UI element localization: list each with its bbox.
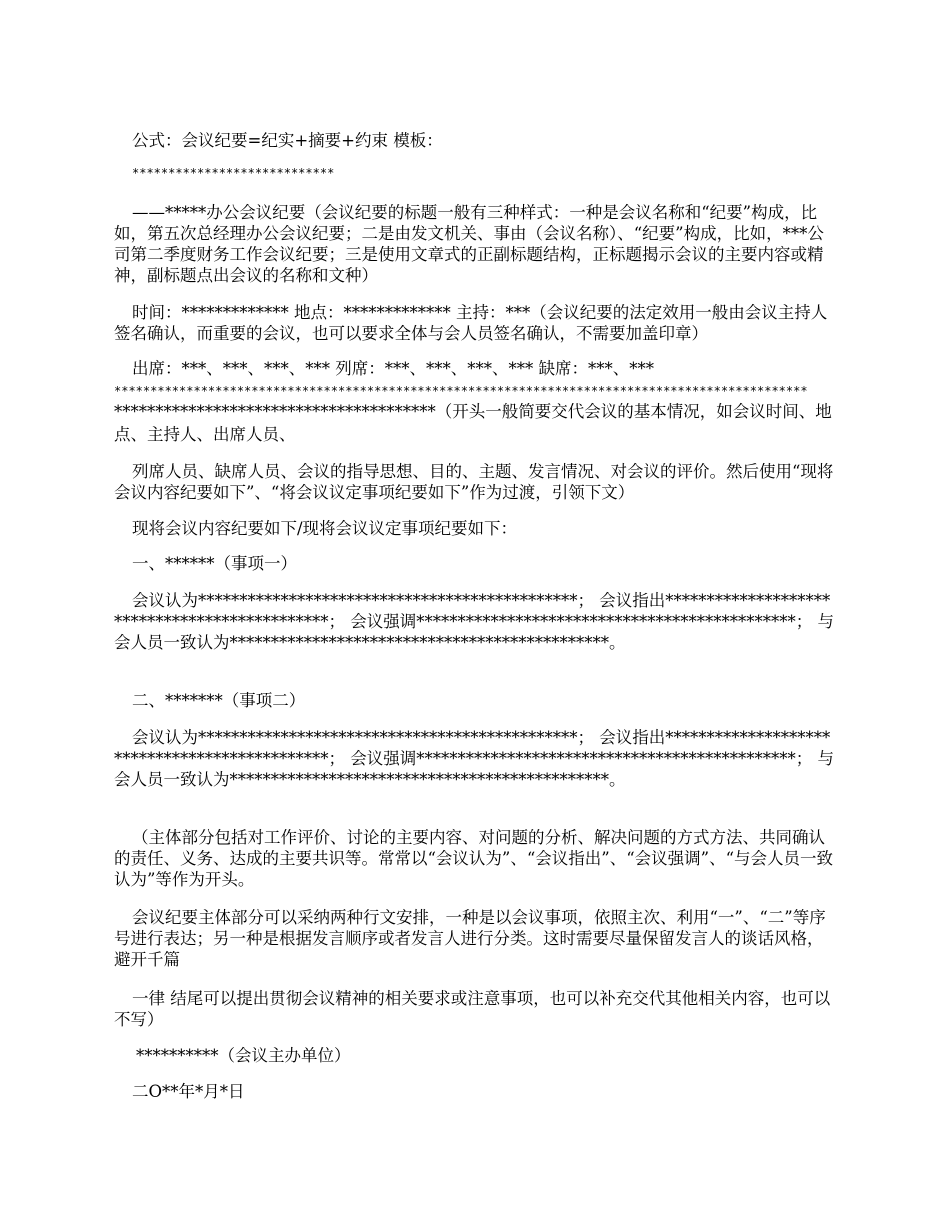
formula-line: 公式：会议纪要=纪实+摘要+约束 模板： bbox=[132, 131, 443, 150]
date-line: 二О**年*月*日 bbox=[132, 1082, 245, 1101]
item-one-heading: 一、******（事项一） bbox=[132, 554, 297, 573]
title-paragraph: ——*****办公会议纪要（会议纪要的标题一般有三种样式：一种是会议名称和“纪要”构成，比如，第五次总经理办公会议纪要；二是由发文机关、事由（会议名称）、“纪要”构成，比如，***公司第二季度财务工作会议纪要；三是使用文章式的正副标题结构，正标题揭示会议的主要内容或精神，副标题点出会议的名称和文种） bbox=[114, 203, 824, 285]
item-two-content: 会议认为**********************************************； 会议指出**********************************************； 会议强调**********************************************； 与会人员一致认为**********************************************。 bbox=[114, 728, 834, 789]
attendees-description-paragraph: 列席人员、缺席人员、会议的指导思想、目的、主题、发言情况、对会议的评价。然后使用“现将会议内容纪要如下”、“将会议议定事项纪要如下”作为过渡，引领下文） bbox=[114, 462, 834, 502]
transition-line: 现将会议内容纪要如下/现将会议议定事项纪要如下： bbox=[132, 519, 518, 538]
time-place-host-paragraph: 时间：************* 地点：************* 主持：***（会议纪要的法定效用一般由会议主持人签名确认，而重要的会议，也可以要求全体与会人员签名确认，不需要加盖印章） bbox=[114, 303, 828, 343]
layout-options-paragraph: 会议纪要主体部分可以采纳两种行文安排，一种是以会议事项，依照主次、利用“一”、“二”等序号进行表达；另一种是根据发言顺序或者发言人进行分类。这时需要尽量保留发言人的谈话风格，避开千篇 bbox=[114, 908, 826, 969]
attendance-line: 出席：***、***、***、*** 列席：***、***、***、*** 缺席：***、*** bbox=[132, 359, 654, 378]
opening-text: ***************************************（开头一般简要交代会议的基本情况，如会议时间、地点、主持人、出席人员、 bbox=[114, 402, 832, 444]
ending-note-paragraph: 一律 结尾可以提出贯彻会议精神的相关要求或注意事项，也可以补充交代其他相关内容，也可以不写） bbox=[114, 989, 831, 1029]
separator-stars: **************************** bbox=[132, 166, 335, 180]
item-two-heading: 二、*******（事项二） bbox=[132, 691, 306, 710]
organizer-line: **********（会议主办单位） bbox=[136, 1046, 351, 1065]
opening-note bbox=[114, 401, 836, 445]
attendance-stars-line: ************************************************************************************************ bbox=[114, 384, 808, 398]
item-one-content: 会议认为**********************************************； 会议指出**********************************************； 会议强调**********************************************； 与会人员一致认为**********************************************。 bbox=[114, 591, 834, 652]
body-explanation-paragraph: （主体部分包括对工作评价、讨论的主要内容、对问题的分析、解决问题的方式方法、共同确认的责任、义务、达成的主要共识等。常常以“会议认为”、“会议指出”、“会议强调”、“与会人员一致认为”等作为开头。 bbox=[114, 828, 834, 889]
